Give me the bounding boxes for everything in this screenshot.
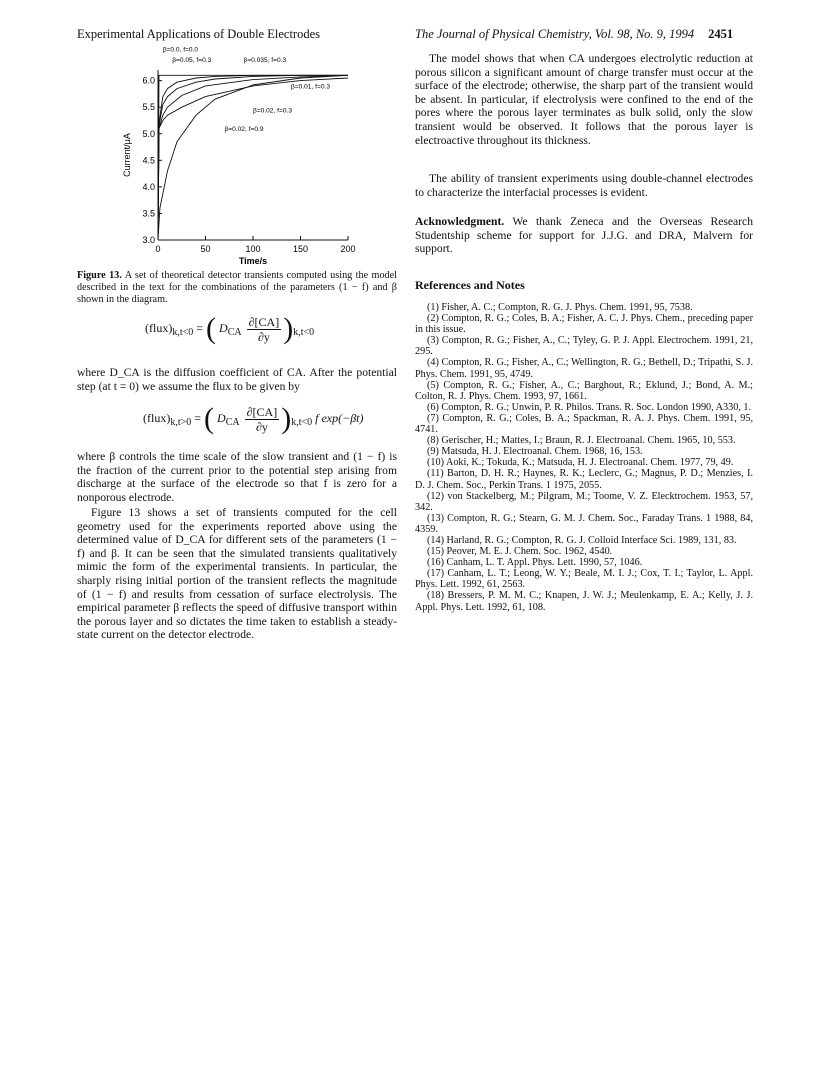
series-annotation: β=0.05, f=0.3	[172, 57, 212, 65]
left-para-1: where D_CA is the diffusion coefficient of CA. After the potential step (at t = 0) we assume the flux to be given by	[77, 366, 397, 393]
ack-text: We thank Zeneca and the Overseas Research Studentship scheme for support for J.J.G. and DRA, Malvern for support.	[415, 215, 753, 256]
eq2-tail: f exp(−βt)	[315, 410, 364, 425]
reference-item: (5) Compton, R. G.; Fisher, A., C.; Barghout, R.; Eklund, J.; Bond, A. M.; Colton, R. J. Phys. Chem. 1993, 97, 1661.	[415, 379, 753, 402]
y-tick-label: 4.5	[142, 155, 155, 166]
x-tick-label: 50	[200, 244, 211, 254]
y-tick-label: 5.0	[142, 128, 155, 139]
references-title: References and Notes	[415, 278, 525, 292]
eq1-d: D	[219, 320, 228, 335]
reference-item: (15) Peover, M. E. J. Chem. Soc. 1962, 4540.	[427, 546, 613, 558]
series-annotation: β=0.01, f=0.3	[291, 83, 330, 91]
right-para-1: The model shows that when CA undergoes electrolytic reduction at porous silicon a significant amount of charge transfer must occur at the surface of the electrode; otherwise, the sharp part of the transient would be absent. In particular, if electrolysis were confined to the end of the pores where the porous layer terminates as bulk solid, only the slow transient would be observed. It follows that the porous layer is electroactive throughout its thickness.	[415, 52, 753, 147]
reference-item: (18) Bressers, P. M. M. C.; Knapen, J. W. J.; Meulenkamp, E. A.; Kelly, J. J. Appl. Phys. Lett. 1992, 61, 108.	[415, 590, 753, 613]
eq2-numerator: ∂[CA]	[246, 404, 278, 419]
ack-label: Acknowledgment.	[415, 215, 505, 228]
eq2-d-sub: CA	[225, 417, 240, 429]
x-axis-label: Time/s	[238, 256, 268, 266]
x-tick-label: 0	[155, 244, 161, 254]
caption-label: Figure 13.	[77, 270, 122, 281]
reference-item: (17) Canham, L. T.; Leong, W. Y.; Beale, M. I. J.; Cox, T. I.; Taylor, L. Appl. Phys. Lett. 1992, 61, 2563.	[415, 568, 753, 591]
x-tick-label: 100	[245, 244, 261, 254]
reference-item: (10) Aoki, K.; Tokuda, K.; Matsuda, H. J. Electroanal. Chem. 1977, 79, 49.	[427, 457, 734, 469]
y-tick-label: 5.5	[142, 102, 155, 113]
y-tick-label: 4.0	[142, 181, 155, 192]
eq1-fraction	[247, 315, 282, 344]
equation-2: $(flux)_{k,t>0}$ = ( $D_{CA}$ $\frac{\partial[CA]}{\partial y}$ )$_{k,t<0}$ f exp(−βt)	[143, 402, 364, 435]
reference-item: (4) Compton, R. G.; Fisher, A., C.; Wellington, R. G.; Bethell, D.; Tripathi, S. J. Phys. Chem. 1991, 95, 4749.	[415, 357, 753, 380]
x-tick-label: 200	[340, 244, 356, 254]
figure-caption	[77, 270, 397, 306]
series-line	[158, 75, 348, 240]
x-tick-label: 150	[292, 244, 309, 254]
eq2-lhs-sub: k,t>0	[170, 417, 192, 429]
reference-item: (13) Compton, R. G.; Stearn, G. M. J. Chem. Soc., Faraday Trans. 1 1988, 84, 4359.	[415, 512, 753, 535]
eq2-d: D	[217, 410, 226, 425]
eq2-denominator: ∂y	[255, 419, 268, 434]
series-annotation: β=0.02, f=0.9	[224, 126, 264, 134]
eq1-denominator: ∂y	[257, 329, 270, 344]
eq2-fraction	[245, 405, 280, 434]
chart-svg	[120, 46, 380, 278]
figure-13-chart	[120, 46, 380, 278]
reference-item: (11) Barton, D. H. R.; Haynes, R. K.; Leclerc, G.; Magnus, P. D.; Menzies, I. D. J. Chem. Soc., Perkin Trans. 1 1975, 2055.	[415, 468, 753, 491]
series-line	[158, 78, 348, 240]
reference-item: (7) Compton, R. G.; Coles, B. A.; Spackman, R. A. J. Phys. Chem. 1991, 95, 4741.	[415, 412, 753, 436]
reference-item: (1) Fisher, A. C.; Compton, R. G. J. Phys. Chem. 1991, 95, 7538.	[427, 302, 693, 313]
y-axis-label: Current/μA	[122, 133, 132, 177]
y-tick-label: 3.0	[142, 235, 155, 245]
eq1-lhs-sub: k,t<0	[172, 327, 194, 339]
acknowledgment	[415, 215, 753, 256]
eq2-lhs: (flux)	[143, 410, 171, 425]
caption-text: A set of theoretical detector transients computed using the model described in the text for the combinations of the parameters (1 − f) and β shown in the diagram.	[77, 270, 397, 305]
eq1-rhs-sub: k,t<0	[293, 327, 315, 339]
journal-citation: The Journal of Physical Chemistry, Vol. 98, No. 9, 1994	[415, 27, 695, 41]
reference-item: (16) Canham, L. T. Appl. Phys. Lett. 1990, 57, 1046.	[427, 557, 643, 569]
running-header-right	[415, 27, 733, 42]
series-line	[158, 75, 348, 240]
y-tick-label: 6.0	[142, 75, 155, 86]
series-annotation: β=0.0, f=0.0	[162, 46, 199, 54]
series-line	[158, 75, 348, 240]
reference-item: (14) Harland, R. G.; Compton, R. G. J. Colloid Interface Sci. 1989, 131, 83.	[427, 534, 737, 546]
series-annotation: β=0.035, f=0.3	[243, 57, 287, 65]
left-para-2: where β controls the time scale of the slow transient and (1 − f) is the fraction of the current prior to the potential step arising from discharge at the surface of the electrode so that f is zero for a nonporous electrode.	[77, 450, 397, 504]
reference-item: (6) Compton, R. G.; Unwin, P. R. Philos. Trans. R. Soc. London 1990, A330, 1.	[427, 401, 752, 413]
left-para-3: Figure 13 shows a set of transients computed for the cell geometry used for the experiments reported above using the determined value of D_CA for different sets of the parameters (1 − f) and β. It can be seen that the simulated transients qualitatively mimic the form of the experimental transients. In particular, the sharply rising initial portion of the transient reflects the magnitude of (1 − f) and results from cessation of surface electrolysis. The empirical parameter β reflects the speed of diffusive transport within the porous layer and so dictates the time taken to establish a steady-state current on the detector electrode.	[77, 506, 397, 642]
eq1-lhs: (flux)	[145, 320, 173, 335]
eq1-numerator: ∂[CA]	[248, 314, 280, 329]
series-annotation: β=0.02, f=0.3	[253, 107, 292, 115]
running-header-left: Experimental Applications of Double Electrodes	[77, 27, 320, 41]
reference-item: (12) von Stackelberg, M.; Pilgram, M.; Toome, V. Z. Elecktrochem. 1953, 57, 342.	[415, 490, 753, 513]
page-number: 2451	[708, 27, 734, 41]
right-para-2: The ability of transient experiments using double-channel electrodes to characterize the interfacial processes is evident.	[415, 172, 753, 199]
series-line	[158, 75, 348, 240]
reference-item: (3) Compton, R. G.; Fisher, A., C.; Tyley, G. P. J. Appl. Electrochem. 1991, 21, 295.	[415, 335, 753, 358]
reference-item: (2) Compton, R. G.; Coles, B. A.; Fisher, A. C. J. Phys. Chem., preceding paper in this issue.	[415, 313, 753, 336]
reference-item: (8) Gerischer, H.; Mattes, I.; Braun, R. J. Electroanal. Chem. 1965, 10, 553.	[427, 435, 736, 447]
series-line	[158, 75, 348, 240]
y-tick-label: 3.5	[142, 208, 155, 219]
eq2-rhs-sub: k,t<0	[291, 417, 313, 429]
equation-1: $(flux)_{k,t<0}$ = ( $D_{CA}$ $\frac{\partial[CA]}{\partial y}$ )$_{k,t<0}$	[145, 312, 315, 345]
reference-item: (9) Matsuda, H. J. Electroanal. Chem. 1968, 16, 153.	[427, 446, 643, 458]
eq1-d-sub: CA	[227, 327, 242, 339]
references-list	[415, 302, 753, 613]
